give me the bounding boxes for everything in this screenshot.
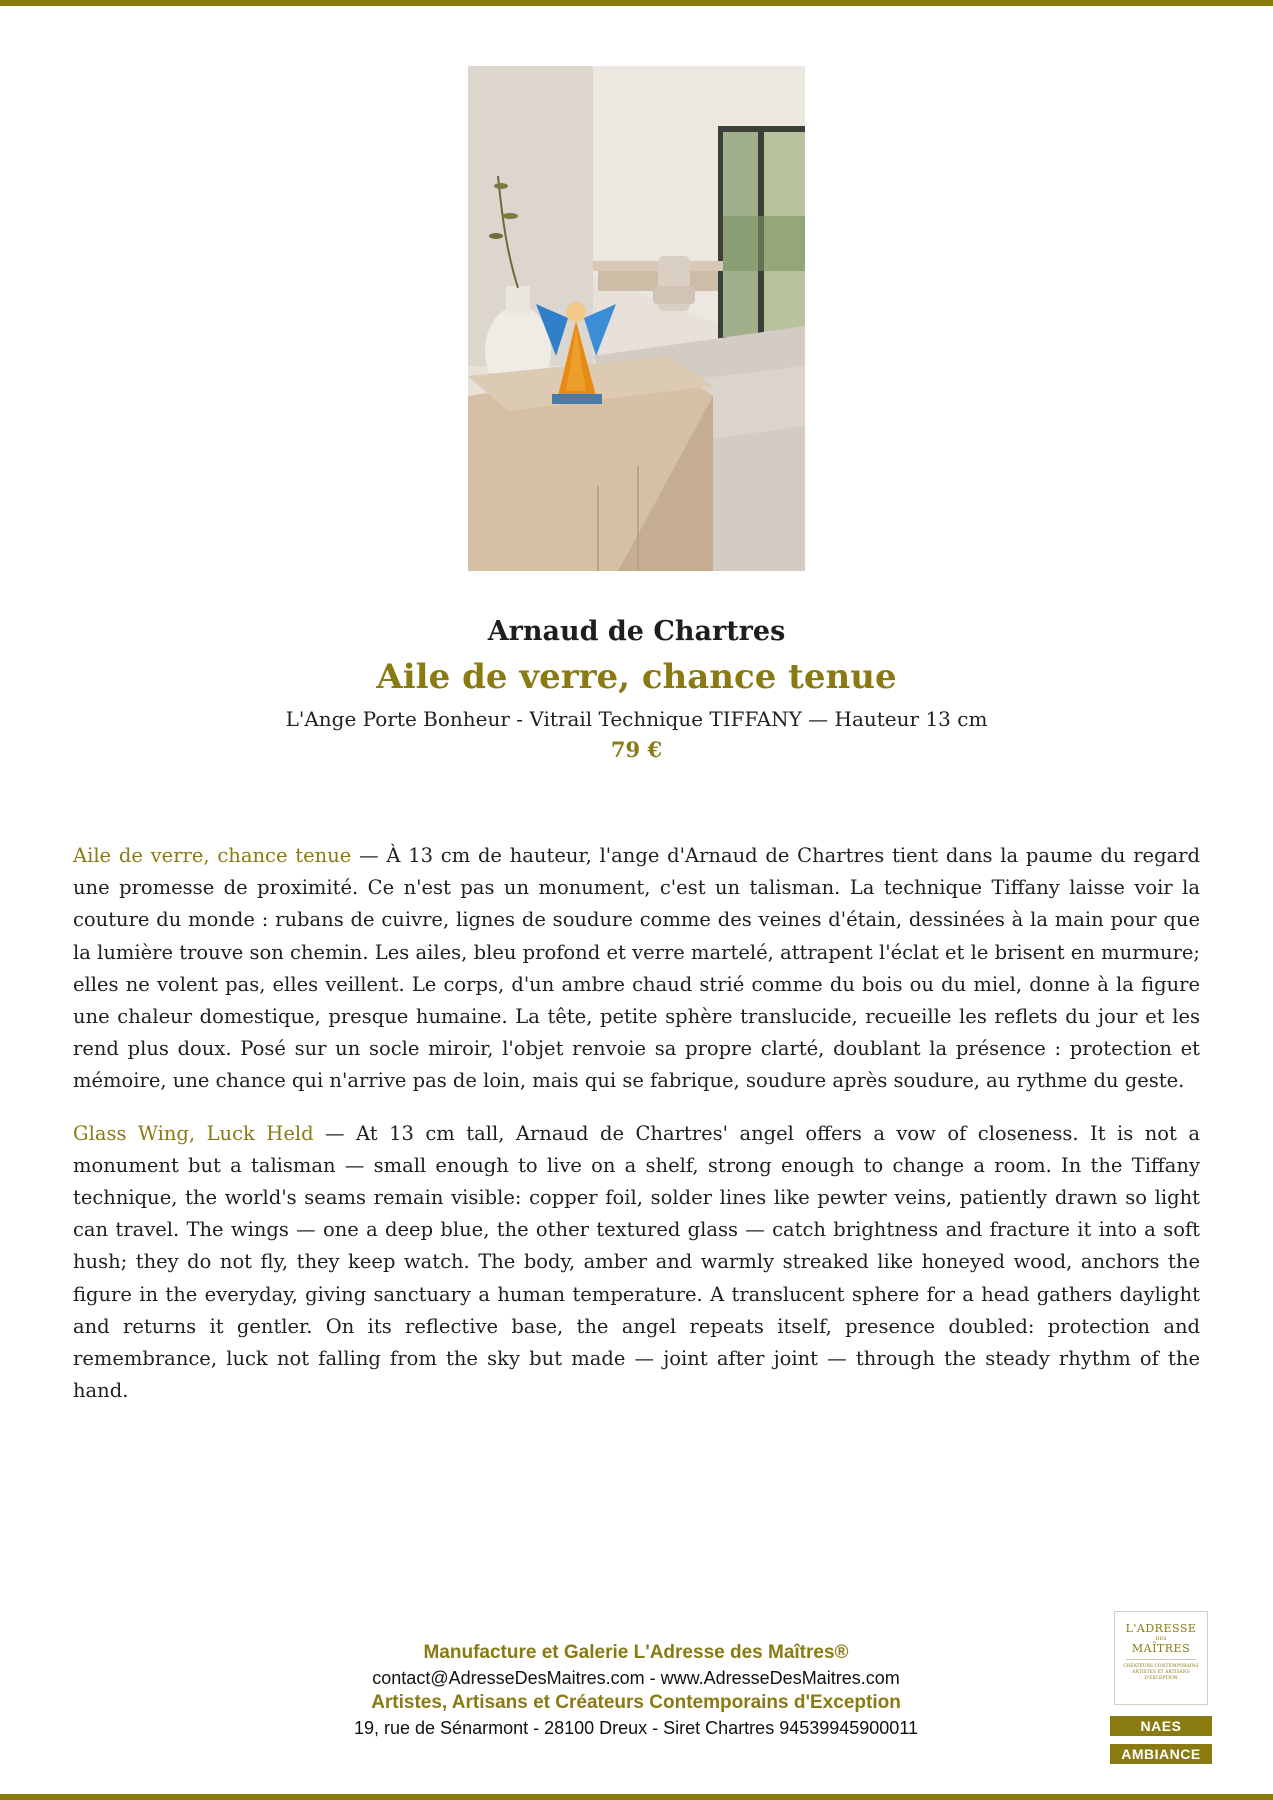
- footer-gallery-name: Manufacture et Galerie L'Adresse des Maîtres®: [423, 1642, 849, 1663]
- artwork-price: 79 €: [610, 737, 663, 762]
- bottom-accent-bar: [0, 1794, 1273, 1800]
- description-en: [73, 1118, 1200, 1408]
- gallery-logo: [1114, 1611, 1208, 1705]
- artist-name: Arnaud de Chartres: [487, 616, 786, 647]
- logo-line-3: MAÎTRES: [1131, 1642, 1191, 1655]
- artwork-photo: [468, 66, 805, 571]
- artwork-title: Aile de verre, chance tenue: [376, 657, 897, 697]
- description-en-lead: Glass Wing, Luck Held: [73, 1121, 314, 1145]
- footer-address: 19, rue de Sénarmont - 28100 Dreux - Siret Chartres 94539945900011: [353, 1718, 919, 1738]
- description-fr-text: — À 13 cm de hauteur, l'ange d'Arnaud de Chartres tient dans la paume du regard une promesse de proximité. Ce n'est pas un monument, c'est un talisman. La technique Tiffany laisse voir la couture du monde : rubans de cuivre, lignes de soudure comme des veines d'étain, dessinées à la main pour que la lumière trouve son chemin. Les ailes, bleu profond et verre martelé, attrapent l'éclat et le brisent en murmure; elles ne volent pas, elles veillent. Le corps, d'un ambre chaud strié comme du bois ou du miel, donne à la figure une chaleur domestique, presque humaine. La tête, petite sphère translucide, recueille les reflets du jour et les rend plus doux. Posé sur un socle miroir, l'objet renvoie sa propre clarté, doublant la présence : protection et mémoire, une chance qui n'arrive pas de loin, mais qui se fabrique, soudure après soudure, au rythme du geste.: [73, 844, 1200, 1093]
- logo-line-2: DES: [1155, 1636, 1167, 1642]
- logo-line-4: CRÉATEURS CONTEMPORAINS ARTISTES ET ARTISANS D'EXCEPTION: [1123, 1664, 1199, 1681]
- tag-ambiance: AMBIANCE: [1110, 1744, 1212, 1764]
- footer-tagline: Artistes, Artisans et Créateurs Contemporains d'Exception: [371, 1692, 901, 1713]
- footer: [236, 1640, 1036, 1740]
- logo-line-1: L'ADRESSE: [1125, 1622, 1197, 1635]
- logo-divider: [1126, 1659, 1196, 1660]
- description-fr: [73, 840, 1200, 1098]
- description-en-text: — At 13 cm tall, Arnaud de Chartres' angel offers a vow of closeness. It is not a monument but a talisman — small enough to live on a shelf, strong enough to change a room. In the Tiffany technique, the world's seams remain visible: copper foil, solder lines like pewter veins, patiently drawn so light can travel. The wings — one a deep blue, the other textured glass — catch brightness and fracture it into a soft hush; they do not fly, they keep watch. The body, amber and warmly streaked like honeyed wood, anchors the figure in the everyday, giving sanctuary a human temperature. A translucent sphere for a head gathers daylight and returns it gentler. On its reflective base, the angel repeats itself, presence doubled: protection and remembrance, luck not falling from the sky but made — joint after joint — through the steady rhythm of the hand.: [73, 1121, 1200, 1403]
- description-fr-lead: Aile de verre, chance tenue: [73, 844, 352, 867]
- artwork-header: [0, 612, 1273, 766]
- footer-contact: contact@AdresseDesMaitres.com - www.AdresseDesMaitres.com: [372, 1668, 900, 1688]
- artwork-subtitle: L'Ange Porte Bonheur - Vitrail Technique TIFFANY — Hauteur 13 cm: [285, 707, 988, 731]
- top-accent-bar: [0, 0, 1273, 6]
- description: [73, 840, 1200, 1427]
- tag-naes: NAES: [1110, 1716, 1212, 1736]
